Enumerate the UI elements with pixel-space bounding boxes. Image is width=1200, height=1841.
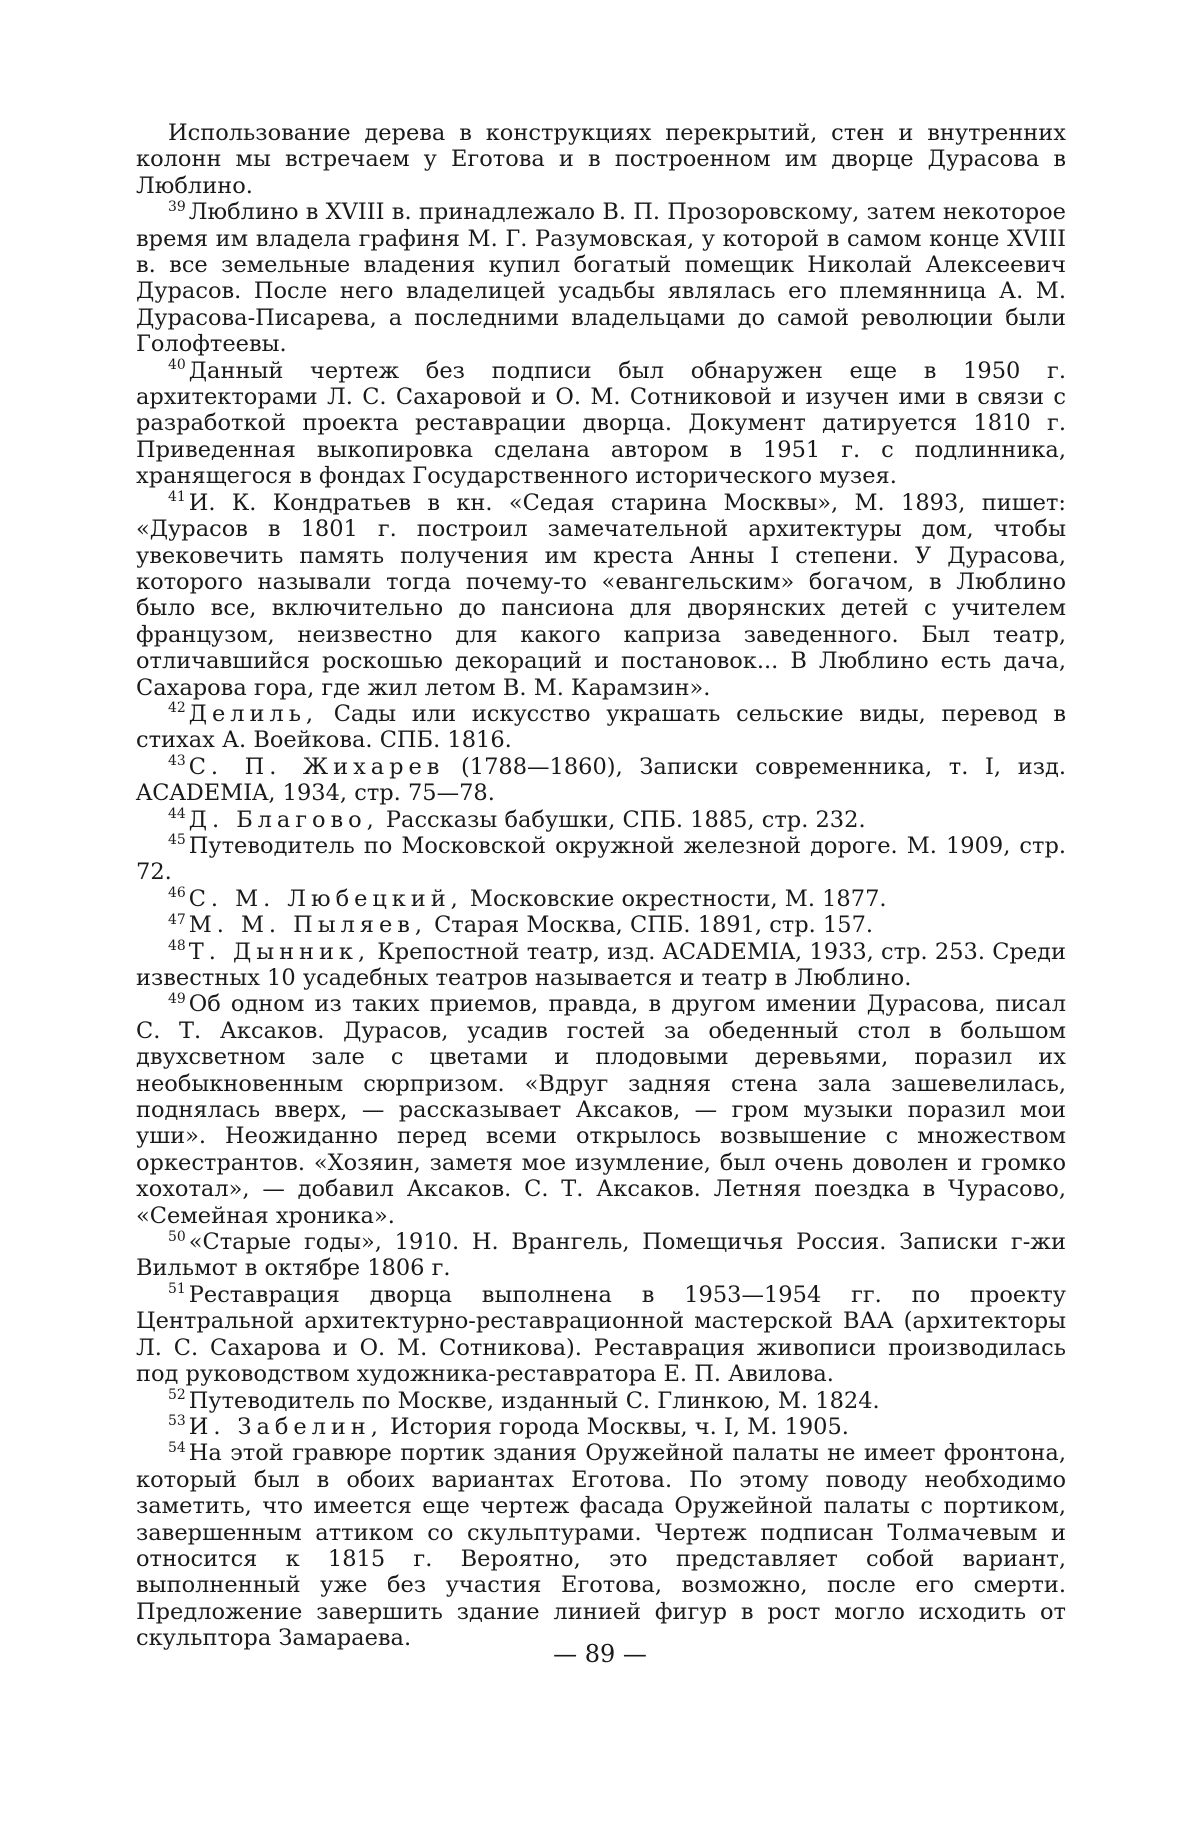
footnote xyxy=(136,833,1066,886)
footnote-number: 42 xyxy=(168,700,186,717)
footnote-text: Путеводитель по Москве, изданный С. Глинкою, М. 1824. xyxy=(188,1387,880,1414)
footnote-number: 39 xyxy=(168,198,186,215)
footnote-text: Сады или искусство украшать сельские виды, перевод в стихах А. Воейкова. СПБ. 1816. xyxy=(136,700,1066,754)
footnote-text: «Старые годы», 1910. Н. Врангель, Помещичья Россия. Записки г-жи Вильмот в октябре 1806 г. xyxy=(136,1229,1066,1282)
footnote xyxy=(136,939,1066,992)
footnote xyxy=(136,1388,1066,1414)
footnote-number: 47 xyxy=(168,911,186,928)
footnotes xyxy=(136,199,1066,1651)
footnote-text: Реставрация дворца выполнена в 1953—1954 гг. по проекту Центральной архитектурно-реставрационной мастерской ВАА (архитекторы Л. С. Сахарова и О. М. Сотникова). Реставрация живописи производилась под руководством художника-реставратора Е. П. Авилова. xyxy=(136,1281,1066,1388)
footnote-text: И. К. Кондратьев в кн. «Седая старина Москвы», М. 1893, пишет: «Дурасов в 1801 г. построил замечательной архитектуры дом, чтобы увековечить память получения им креста Анны I степени. У Дурасова, которого называли тогда почему-то «евангельским» богачом, в Люблино было все, включительно до пансиона для дворянских детей с учителем французом, неизвестно для какого каприза заведенного. Был театр, отличавшийся роскошью декораций и постановок... В Люблино есть дача, Сахарова гора, где жил летом В. М. Карамзин». xyxy=(136,489,1066,701)
footnote-text: Крепостной театр, изд. ACADEMIA, 1933, стр. 253. Среди известных 10 усадебных театров называется и театр в Люблино. xyxy=(136,938,1066,991)
footnote-number: 54 xyxy=(168,1439,186,1456)
footnote-author: С. М. Любецкий, xyxy=(188,885,463,912)
footnote-number: 41 xyxy=(168,489,186,506)
footnote xyxy=(136,912,1066,938)
footnote-author: И. Забелин, xyxy=(188,1413,383,1440)
text-block xyxy=(136,120,1066,1652)
footnote-text: Старая Москва, СПБ. 1891, стр. 157. xyxy=(434,912,874,939)
footnote xyxy=(136,490,1066,701)
footnote xyxy=(136,886,1066,912)
footnote-number: 48 xyxy=(168,938,186,955)
footnote xyxy=(136,1282,1066,1388)
footnote-number: 44 xyxy=(168,806,186,823)
footnote-author: Т. Дынник, xyxy=(188,938,371,965)
footnote-number: 49 xyxy=(168,990,186,1007)
footnote xyxy=(136,1229,1066,1282)
footnote-text: На этой гравюре портик здания Оружейной палаты не имеет фронтона, который был в обоих вариантах Еготова. По этому поводу необходимо заметить, что имеется еще чертеж фасада Оружейной палаты с портиком, завершенным аттиком со скульптурами. Чертеж подписан Толмачевым и относится к 1815 г. Вероятно, это представляет собой вариант, выполненный уже без участия Еготова, возможно, после его смерти. Предложение завершить здание линией фигур в рост могло исходить от скульптора Замараева. xyxy=(136,1440,1066,1652)
intro-paragraph: Использование дерева в конструкциях перекрытий, стен и внутренних колонн мы встречаем у Еготова и в построенном им дворце Дурасова в Люблино. xyxy=(136,120,1066,199)
footnote-number: 52 xyxy=(168,1387,186,1403)
footnote xyxy=(136,991,1066,1229)
footnote xyxy=(136,807,1066,833)
footnote-author: Делиль, xyxy=(188,700,318,727)
footnote-number: 51 xyxy=(168,1281,186,1298)
footnote-text: Путеводитель по Московской окружной железной дороге. М. 1909, стр. 72. xyxy=(136,832,1066,886)
footnote-text: Люблино в XVIII в. принадлежало В. П. Прозоровскому, затем некоторое время им владела графиня М. Г. Разумовская, у которой в самом конце XVIII в. все земельные владения купил богатый помещик Николай Алексеевич Дурасов. После него владелицей усадьбы являлась его племянница А. М. Дурасова-Писарева, а последними владельцами до самой революции были Голофтеевы. xyxy=(136,199,1066,358)
footnote-text: История города Москвы, ч. I, М. 1905. xyxy=(390,1413,849,1440)
footnote-number: 50 xyxy=(168,1228,186,1245)
page-number: — 89 — xyxy=(553,1640,647,1668)
footnote-number: 46 xyxy=(168,885,186,902)
footnote-text: Московские окрестности, М. 1877. xyxy=(469,885,887,912)
footnote xyxy=(136,1440,1066,1651)
footnote-number: 43 xyxy=(168,753,186,770)
footnote-text: Об одном из таких приемов, правда, в другом имении Дурасова, писал С. Т. Аксаков. Дурасов, усадив гостей за обеденный стол в большом двухсветном зале с цветами и плодовыми деревьями, поразил их необыкновенным сюрпризом. «Вдруг задняя стена зала зашевелилась, поднялась вверх, — рассказывает Аксаков, — гром музыки поразил мои уши». Неожиданно перед всеми открылось возвышение с множеством оркестрантов. «Хозяин, заметя мое изумление, был очень доволен и громко хохотал», — добавил Аксаков. С. Т. Аксаков. Летняя поездка в Чурасово, «Семейная хроника». xyxy=(136,991,1066,1229)
footnote-number: 45 xyxy=(168,832,186,849)
footnote xyxy=(136,754,1066,807)
footnote xyxy=(136,358,1066,490)
footnote-text: (1788—1860), Записки современника, т. I, изд. ACADEMIA, 1934, стр. 75—78. xyxy=(136,753,1066,807)
footnote-text: Данный чертеж без подписи был обнаружен еще в 1950 г. архитекторами Л. С. Сахаровой и О. М. Сотниковой и изучен ими в связи с разработкой проекта реставрации дворца. Документ датируется 1810 г. Приведенная выкопировка сделана автором в 1951 г. с подлинника, хранящегося в фондах Государственного исторического музея. xyxy=(136,357,1066,490)
footnote-number: 40 xyxy=(168,357,186,374)
footnote xyxy=(136,1414,1066,1440)
footnote-text: Рассказы бабушки, СПБ. 1885, стр. 232. xyxy=(385,806,866,833)
footnote xyxy=(136,701,1066,754)
footnote-author: С. П. Жихарев xyxy=(188,753,445,780)
footnote-number: 53 xyxy=(168,1413,186,1430)
footnote xyxy=(136,199,1066,357)
footnote-author: Д. Благово, xyxy=(188,806,379,833)
footnote-author: М. М. Пыляев, xyxy=(188,912,427,939)
